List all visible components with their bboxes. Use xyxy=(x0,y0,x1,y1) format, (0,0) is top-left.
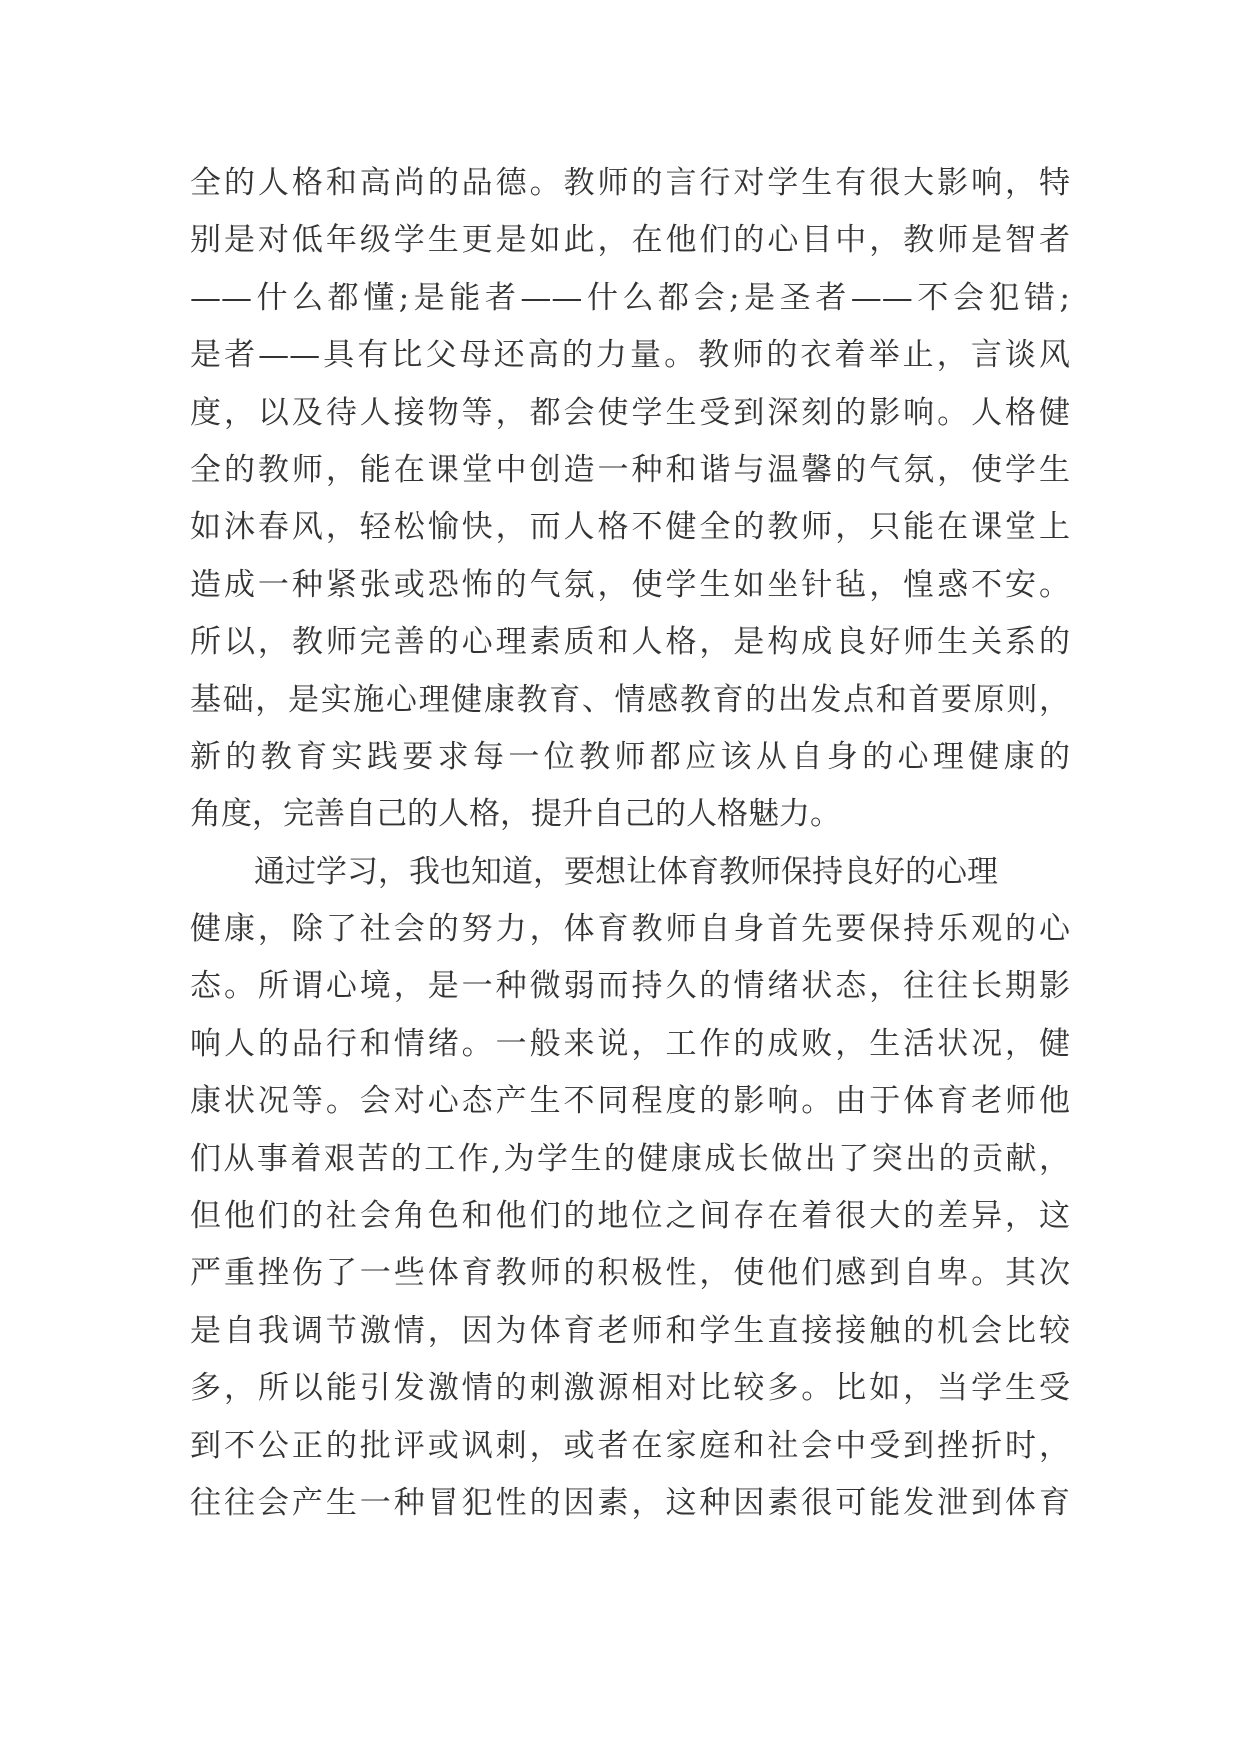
text-line: 到不公正的批评或讽刺，或者在家庭和社会中受到挫折时， xyxy=(190,1427,1070,1464)
text-line: 严重挫伤了一些体育教师的积极性，使他们感到自卑。其次 xyxy=(190,1255,1070,1292)
text-line: 别是对低年级学生更是如此，在他们的心目中，教师是智者 xyxy=(190,222,1070,259)
text-line: 新的教育实践要求每一位教师都应该从自身的心理健康的 xyxy=(190,738,1070,775)
text-line: 角度，完善自己的人格，提升自己的人格魅力。 xyxy=(190,796,841,833)
text-line: 度，以及待人接物等，都会使学生受到深刻的影响。人格健 xyxy=(190,394,1070,431)
text-line: 是者——具有比父母还高的力量。教师的衣着举止，言谈风 xyxy=(190,337,1070,374)
text-line: 往往会产生一种冒犯性的因素，这种因素很可能发泄到体育 xyxy=(190,1484,1070,1521)
text-line: 造成一种紧张或恐怖的气氛，使学生如坐针毡，惶惑不安。 xyxy=(190,566,1070,603)
body-text xyxy=(190,155,1070,1532)
text-line: 是自我调节激情，因为体育老师和学生直接接触的机会比较 xyxy=(190,1312,1070,1349)
text-line: 康状况等。会对心态产生不同程度的影响。由于体育老师他 xyxy=(190,1083,1070,1120)
text-line: 们从事着艰苦的工作,为学生的健康成长做出了突出的贡献， xyxy=(190,1140,1070,1177)
text-line: ——什么都懂;是能者——什么都会;是圣者——不会犯错; xyxy=(190,279,1070,316)
text-line: 全的人格和高尚的品德。教师的言行对学生有很大影响，特 xyxy=(190,165,1070,201)
paragraph-start-line: 通过学习，我也知道，要想让体育教师保持良好的心理 xyxy=(254,853,998,890)
text-line: 态。所谓心境，是一种微弱而持久的情绪状态，往往长期影 xyxy=(190,968,1070,1005)
text-line: 全的教师，能在课堂中创造一种和谐与温馨的气氛，使学生 xyxy=(190,451,1070,488)
text-line: 如沐春风，轻松愉快，而人格不健全的教师，只能在课堂上 xyxy=(190,509,1070,546)
text-line: 响人的品行和情绪。一般来说，工作的成败，生活状况，健 xyxy=(190,1025,1070,1062)
text-line: 基础，是实施心理健康教育、情感教育的出发点和首要原则， xyxy=(190,681,1070,718)
text-line: 但他们的社会角色和他们的地位之间存在着很大的差异，这 xyxy=(190,1198,1070,1235)
text-line: 健康，除了社会的努力，体育教师自身首先要保持乐观的心 xyxy=(190,911,1070,948)
text-line: 所以，教师完善的心理素质和人格，是构成良好师生关系的 xyxy=(190,624,1070,661)
text-line: 多，所以能引发激情的刺激源相对比较多。比如，当学生受 xyxy=(190,1370,1070,1407)
